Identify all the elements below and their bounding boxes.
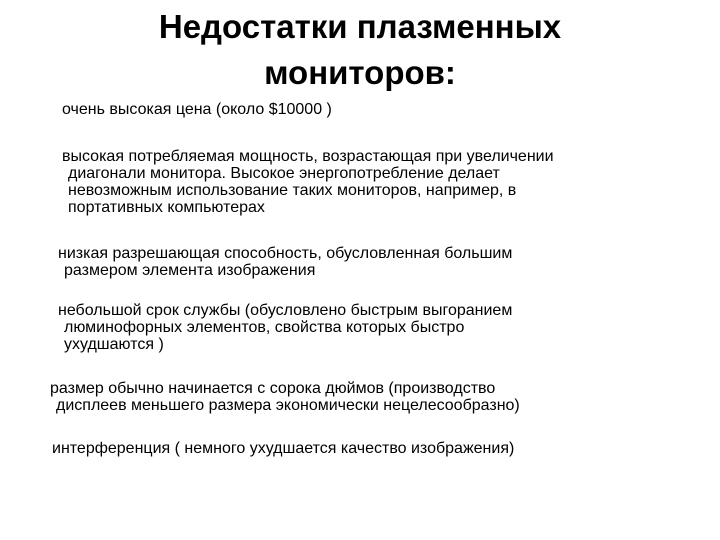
- slide-title-line-1: Недостатки плазменных: [158, 8, 562, 45]
- bullet-line: небольшой срок службы (обусловлено быстрым выгоранием: [58, 302, 513, 319]
- bullet-high-price: [62, 101, 332, 118]
- bullet-power-consumption: [62, 148, 554, 216]
- slide-title-line-2: мониторов:: [264, 54, 456, 91]
- bullet-line: дисплеев меньшего размера экономически нецелесообразно): [56, 397, 520, 414]
- bullet-low-resolution: [58, 245, 512, 279]
- bullet-line: низкая разрешающая способность, обусловленная большим: [58, 245, 513, 262]
- bullet-line: портативных компьютерах: [68, 199, 265, 216]
- bullet-screen-size: [50, 380, 520, 414]
- bullet-line: диагонали монитора. Высокое энергопотребление делает: [68, 165, 500, 182]
- bullet-line: размером элемента изображения: [64, 262, 316, 279]
- slide-title: [60, 4, 660, 96]
- bullet-line: люминофорных элементов, свойства которых быстро: [64, 319, 465, 336]
- bullet-short-lifespan: [58, 302, 512, 353]
- bullet-line: высокая потребляемая мощность, возрастающая при увеличении: [62, 148, 554, 165]
- bullet-line: ухудшаются ): [64, 336, 164, 353]
- bullet-line: интерференция ( немного ухудшается качество изображения): [52, 440, 515, 457]
- bullet-line: размер обычно начинается с сорока дюймов (производство: [50, 380, 496, 397]
- bullet-interference: [52, 440, 514, 457]
- bullet-line: невозможным использование таких мониторов, например, в: [68, 182, 517, 199]
- bullet-line: очень высокая цена (около $10000 ): [62, 101, 332, 118]
